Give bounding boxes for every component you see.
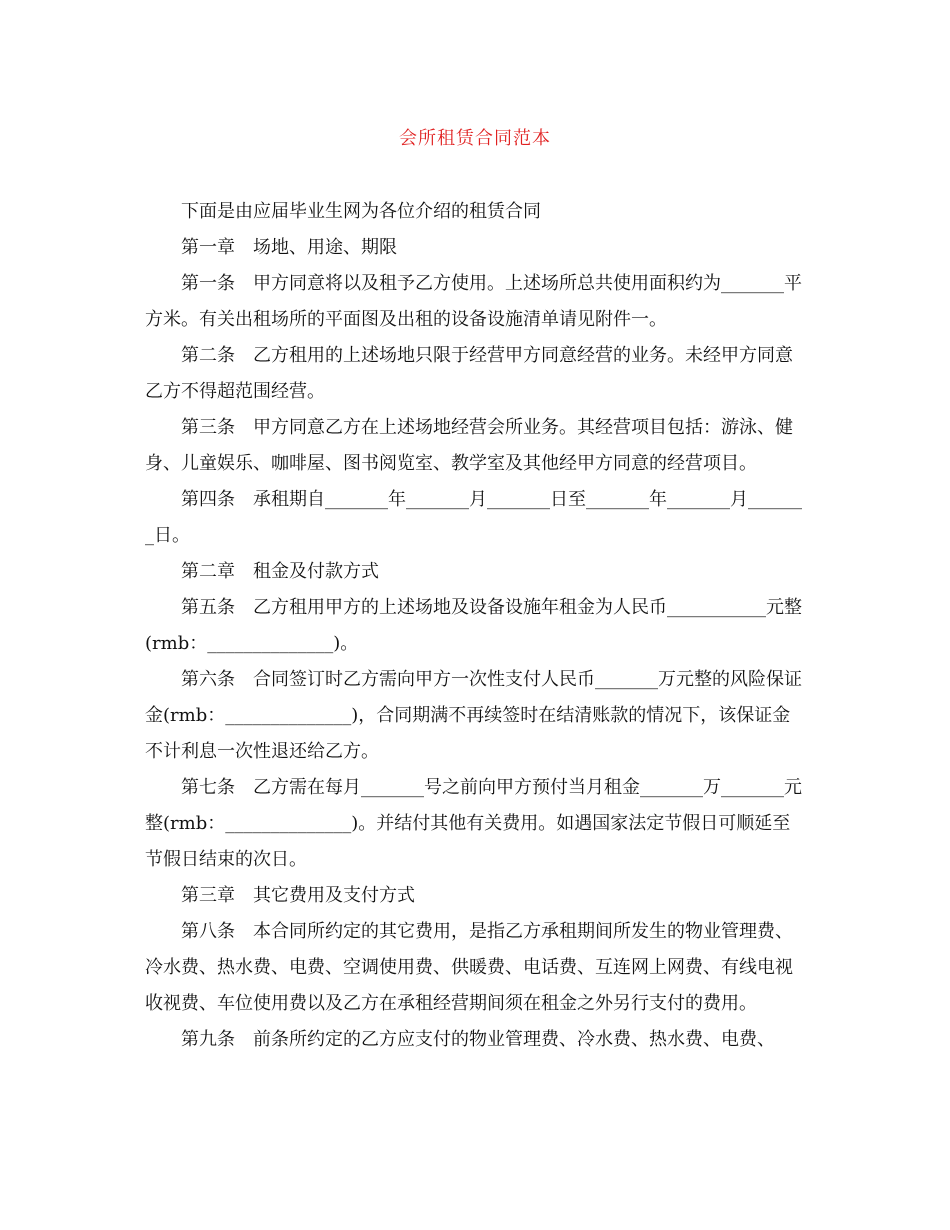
article-2: 第二条 乙方租用的上述场地只限于经营甲方同意经营的业务。未经甲方同意乙方不得超范围经营。: [145, 345, 793, 402]
article-6: 第六条 合同签订时乙方需向甲方一次性支付人民币_______万元整的风险保证金(rmb：______________)，合同期满不再续签时在结清账款的情况下，该保证金不计利息一次性退还给乙方。: [145, 669, 802, 762]
article-4: 第四条 承租期自_______年_______月_______日至_______年_______月_______日。: [145, 489, 802, 546]
chapter-1-heading: 第一章 场地、用途、期限: [181, 237, 397, 258]
article-8: 第八条 本合同所约定的其它费用，是指乙方承租期间所发生的物业管理费、冷水费、热水费、电费、空调使用费、供暖费、电话费、互连网上网费、有线电视收视费、车位使用费以及乙方在承租经营期间须在租金之外另行支付的费用。: [145, 921, 793, 1014]
article-7: 第七条 乙方需在每月_______号之前向甲方预付当月租金_______万_______元整(rmb：______________)。并结付其他有关费用。如遇国家法定节假日可顺延至节假日结束的次日。: [145, 777, 802, 870]
chapter-2-heading: 第二章 租金及付款方式: [181, 561, 379, 582]
article-1: 第一条 甲方同意将以及租予乙方使用。上述场所总共使用面积约为_______平方米。有关出租场所的平面图及出租的设备设施清单请见附件一。: [145, 273, 802, 330]
article-3: 第三条 甲方同意乙方在上述场地经营会所业务。其经营项目包括：游泳、健身、儿童娱乐、咖啡屋、图书阅览室、教学室及其他经甲方同意的经营项目。: [145, 417, 793, 474]
document-title: 会所租赁合同范本: [399, 128, 551, 149]
paragraph-intro: 下面是由应届毕业生网为各位介绍的租赁合同: [181, 201, 541, 222]
article-9: 第九条 前条所约定的乙方应支付的物业管理费、冷水费、热水费、电费、: [181, 1029, 775, 1050]
article-5: 第五条 乙方租用甲方的上述场地及设备设施年租金为人民币___________元整(rmb：______________)。: [145, 597, 802, 654]
document-body: [145, 194, 805, 1058]
chapter-3-heading: 第三章 其它费用及支付方式: [181, 885, 415, 906]
